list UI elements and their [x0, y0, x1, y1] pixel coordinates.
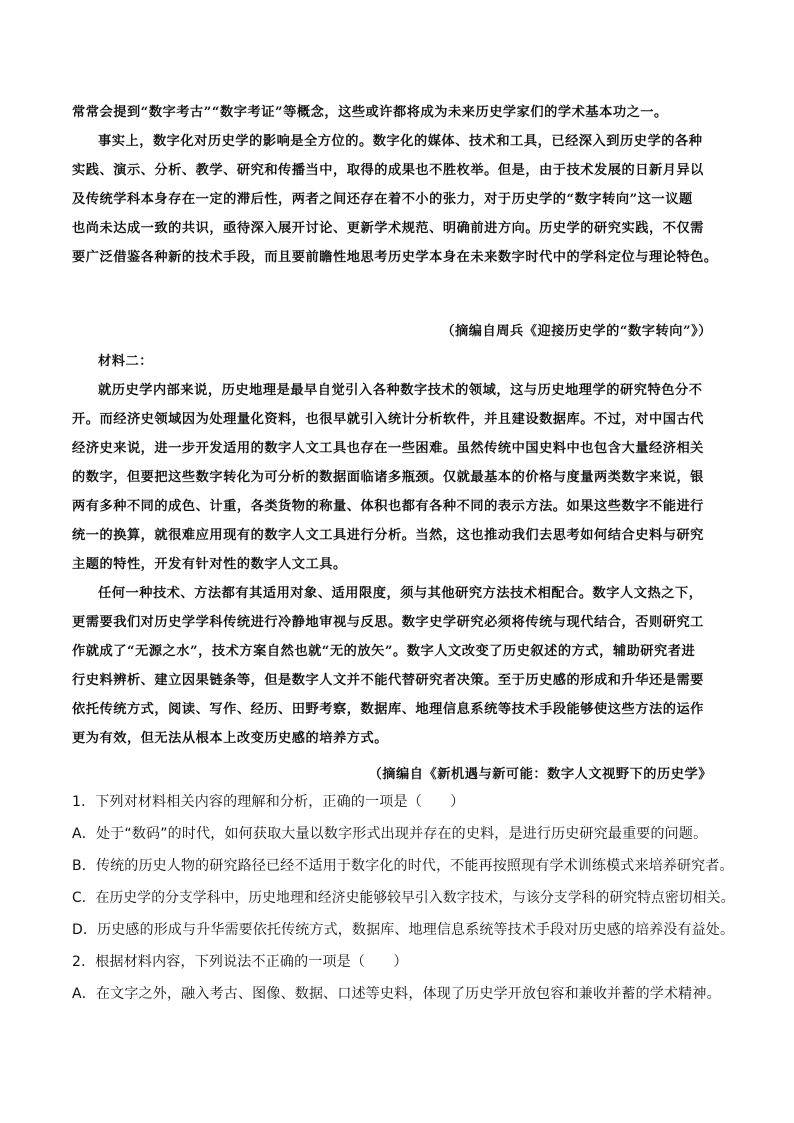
passage-line: 事实上，数字化对历史学的影响是全方位的。数字化的媒体、技术和工具，已经深入到历史学的各种	[98, 134, 703, 149]
passage-line: 也尚未达成一致的共识，亟待深入展开讨论、更新学术规范、明确前进方向。历史学的研究实践，不仅需	[72, 221, 704, 236]
passage-line: 经济史来说，进一步开发适用的数字人文工具也存在一些困难。虽然传统中国史料中也包含大量经济相关	[72, 441, 704, 456]
source-citation: （摘编自周兵《迎接历史学的“数字转向”》）	[441, 324, 712, 339]
passage-line: 开。而经济史领域因为处理量化资料，也很早就引入统计分析软件，并且建设数据库。不过，对中国古代	[72, 412, 704, 427]
answer-option[interactable]: D．历史感的形成与升华需要依托传统方式，数据库、地理信息系统等技术手段对历史感的培养没有益处。	[72, 922, 735, 938]
passage-line: 依托传统方式，阅读、写作、经历、田野考察，数据库、地理信息系统等技术手段能够使这些方法的运作	[72, 702, 704, 717]
answer-option[interactable]: A．在文字之外，融入考古、图像、数据、口述等史料，体现了历史学开放包容和兼收并蓄的学术精神。	[72, 986, 721, 1002]
passage-line: 作就成了“无源之水”，技术方案自然也就“无的放矢”。数字人文改变了历史叙述的方式，辅助研究者进	[72, 644, 696, 659]
passage-line: 更为有效，但无法从根本上改变历史感的培养方式。	[72, 731, 388, 746]
passage-line: 主题的特性，开发有针对性的数字人文工具。	[72, 557, 347, 572]
source-citation: （摘编自《新机遇与新可能：数字人文视野下的历史学》	[368, 767, 712, 782]
question-stem: 1．下列对材料相关内容的理解和分析，正确的一项是（ ）	[72, 794, 465, 810]
passage-line: 常常会提到“数字考古”“数字考证”等概念，这些或许都将成为未来历史学家们的学术基本功之一。	[72, 105, 668, 120]
passage-line: 实践、演示、分析、教学、研究和传播当中，取得的成果也不胜枚举。但是，由于技术发展的日新月异以	[72, 163, 704, 178]
passage-line: 更需要我们对历史学学科传统进行冷静地审视与反思。数字史学研究必须将传统与现代结合，否则研究工	[72, 615, 704, 630]
answer-option[interactable]: C．在历史学的分支学科中，历史地理和经济史能够较早引入数字技术，与该分支学科的研究特点密切相关。	[72, 890, 735, 906]
passage-line: 行史料辨析、建立因果链条等，但是数字人文并不能代替研究者决策。至于历史感的形成和升华还是需要	[72, 673, 704, 688]
answer-option[interactable]: B．传统的历史人物的研究路径已经不适用于数字化的时代，不能再按照现有学术训练模式来培养研究者。	[72, 858, 734, 874]
passage-line: 要广泛借鉴各种新的技术手段，而且要前瞻性地思考历史学本身在未来数字时代中的学科定位与理论特色。	[72, 250, 718, 265]
passage-line: 就历史学内部来说，历史地理是最早自觉引入各种数字技术的领域，这与历史地理学的研究特色分不	[98, 383, 703, 398]
passage-line: 任何一种技术、方法都有其适用对象、适用限度，须与其他研究方法技术相配合。数字人文热之下，	[98, 586, 703, 601]
answer-option[interactable]: A．处于“数码”的时代，如何获取大量以数字形式出现并存在的史料，是进行历史研究最重要的问题。	[72, 826, 708, 842]
passage-line: 统一的换算，就很难应用现有的数字人文工具进行分析。当然，这也推动我们去思考如何结合史料与研究	[72, 528, 704, 543]
passage-line: 的数字，但要把这些数字转化为可分析的数据面临诸多瓶颈。仅就最基本的价格与度量两类数字来说，银	[72, 470, 704, 485]
material-label: 材料二：	[98, 354, 153, 369]
passage-line: 两有多种不同的成色、计重，各类货物的称量、体积也都有各种不同的表示方法。如果这些数字不能进行	[72, 499, 704, 514]
question-stem: 2．根据材料内容，下列说法不正确的一项是（ ）	[72, 954, 408, 970]
passage-line: 及传统学科本身存在一定的滞后性，两者之间还存在着不小的张力，对于历史学的“数字转向”这一议题	[72, 192, 693, 207]
